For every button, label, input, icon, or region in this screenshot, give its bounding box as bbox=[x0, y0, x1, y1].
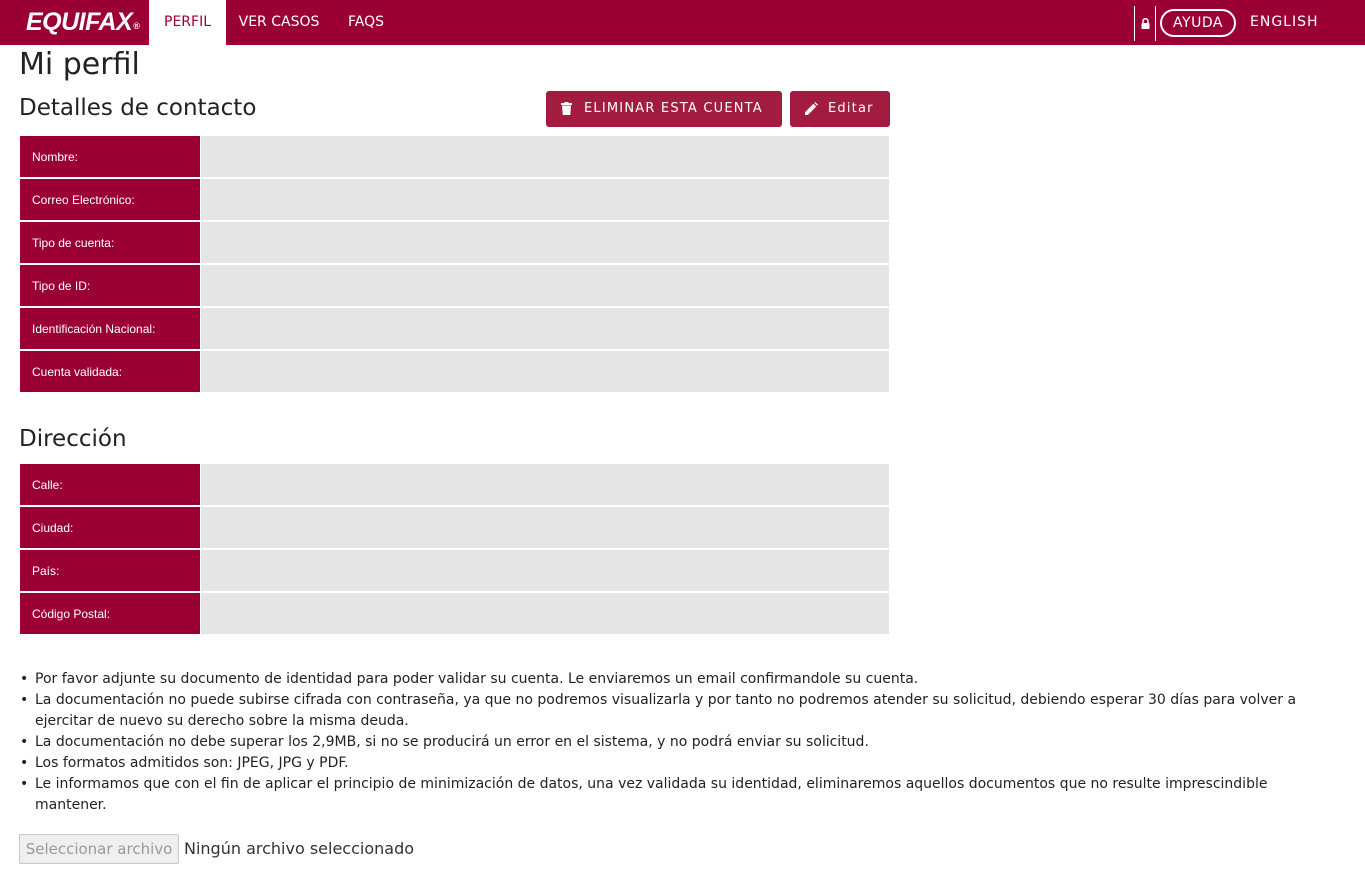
row-label: Identificación Nacional: bbox=[20, 308, 200, 350]
logout-lock-button[interactable] bbox=[1134, 6, 1156, 41]
address-table bbox=[20, 464, 889, 636]
pencil-icon bbox=[805, 102, 818, 115]
upload-instructions-list bbox=[35, 669, 1335, 816]
top-navigation-bar bbox=[0, 0, 1365, 45]
table-row bbox=[20, 308, 889, 351]
tab-ver-casos[interactable]: VER CASOS bbox=[238, 14, 320, 30]
table-row bbox=[20, 351, 889, 394]
row-value bbox=[200, 507, 889, 549]
row-value bbox=[200, 136, 889, 178]
row-label: Tipo de cuenta: bbox=[20, 222, 200, 264]
registered-mark: ® bbox=[133, 21, 140, 31]
page-title: Mi perfil bbox=[19, 47, 140, 82]
contact-details-heading: Detalles de contacto bbox=[19, 95, 257, 121]
row-value bbox=[200, 265, 889, 307]
row-value bbox=[200, 464, 889, 506]
edit-profile-button[interactable] bbox=[790, 91, 890, 127]
row-label: Calle: bbox=[20, 464, 200, 506]
row-label: País: bbox=[20, 550, 200, 592]
delete-account-label: ELIMINAR ESTA CUENTA bbox=[584, 101, 763, 116]
row-value bbox=[200, 550, 889, 592]
delete-account-button[interactable] bbox=[546, 91, 782, 127]
list-item: • Por favor adjunte su documento de identidad para poder validar su cuenta. Le enviaremos un email confirmandole su cuenta. bbox=[35, 669, 1335, 690]
edit-profile-label: Editar bbox=[828, 101, 874, 116]
row-label: Tipo de ID: bbox=[20, 265, 200, 307]
table-row bbox=[20, 550, 889, 593]
file-status-text: Ningún archivo seleccionado bbox=[184, 839, 415, 858]
address-heading: Dirección bbox=[19, 426, 127, 452]
equifax-logo[interactable] bbox=[26, 8, 138, 36]
row-value bbox=[200, 179, 889, 221]
table-row bbox=[20, 507, 889, 550]
row-value bbox=[200, 351, 889, 393]
table-row bbox=[20, 136, 889, 179]
row-label: Código Postal: bbox=[20, 593, 200, 635]
list-item: • Le informamos que con el fin de aplicar el principio de minimización de datos, una vez validada su identidad, eliminaremos aquellos documentos que no resulte imprescindible mantener. bbox=[35, 774, 1335, 816]
logo-text: EQUIFAX bbox=[26, 8, 133, 36]
table-row bbox=[20, 265, 889, 308]
row-label: Nombre: bbox=[20, 136, 200, 178]
row-label: Ciudad: bbox=[20, 507, 200, 549]
tab-perfil[interactable]: PERFIL bbox=[149, 0, 226, 45]
help-button[interactable]: AYUDA bbox=[1160, 9, 1236, 37]
list-item: • Los formatos admitidos son: JPEG, JPG y PDF. bbox=[35, 753, 1335, 774]
table-row bbox=[20, 464, 889, 507]
table-row bbox=[20, 222, 889, 265]
row-label: Correo Electrónico: bbox=[20, 179, 200, 221]
row-label: Cuenta validada: bbox=[20, 351, 200, 393]
list-item: • La documentación no puede subirse cifrada con contraseña, ya que no podremos visualizarla y por tanto no podremos atender su solicitud, debiendo esperar 30 días para volver a ejercitar de nuevo su derecho sobre la misma deuda. bbox=[35, 690, 1335, 732]
select-file-button[interactable]: Seleccionar archivo bbox=[19, 834, 179, 864]
row-value bbox=[200, 222, 889, 264]
row-value bbox=[200, 593, 889, 635]
row-value bbox=[200, 308, 889, 350]
language-switch-link[interactable]: ENGLISH bbox=[1250, 14, 1319, 30]
table-row bbox=[20, 179, 889, 222]
table-row bbox=[20, 593, 889, 636]
tab-faqs[interactable]: FAQS bbox=[347, 14, 384, 30]
lock-icon bbox=[1141, 18, 1150, 29]
contact-details-table bbox=[20, 136, 889, 394]
trash-icon bbox=[561, 102, 572, 115]
list-item: • La documentación no debe superar los 2,9MB, si no se producirá un error en el sistema, y no podrá enviar su solicitud. bbox=[35, 732, 1335, 753]
